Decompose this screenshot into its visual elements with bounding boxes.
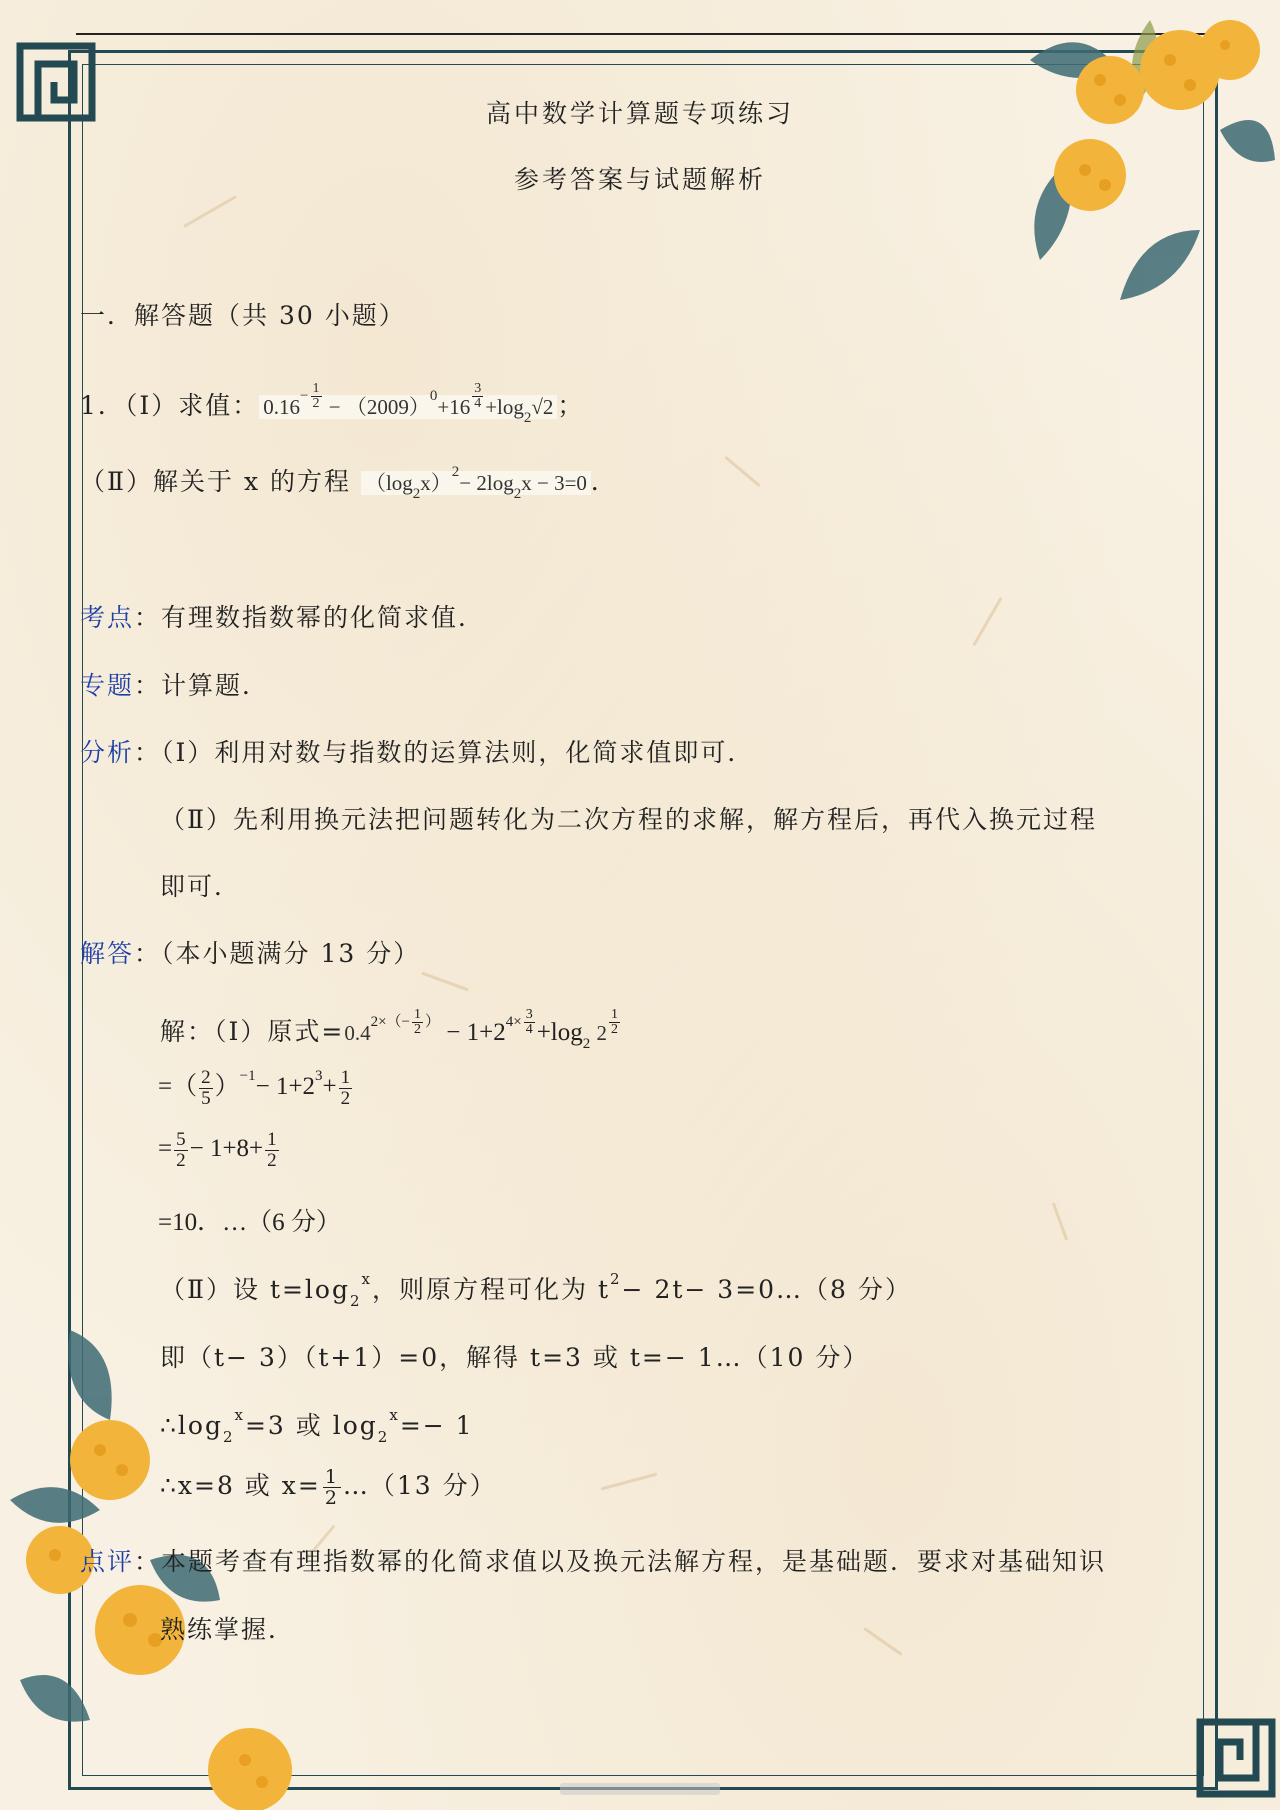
frac-num: 3 bbox=[525, 1007, 533, 1023]
question-1-prefix: 1．（Ⅰ）求值： bbox=[80, 391, 260, 420]
question-2-prefix: （Ⅱ）解关于 x 的方程 bbox=[80, 467, 351, 496]
sol-log-base: 2 bbox=[582, 1036, 591, 1052]
solution-line-7 bbox=[160, 1406, 474, 1446]
frac-num: 1 bbox=[324, 1466, 339, 1488]
frac-den: 2 bbox=[312, 396, 320, 412]
jieda-text: ：（本小题满分 13 分） bbox=[134, 939, 421, 968]
kaodian-text: ：有理数指数幂的化简求值． bbox=[134, 603, 486, 632]
solution-line-6: 即（t− 3）（t+1）=0，解得 t=3 或 t=− 1…（10 分） bbox=[160, 1343, 870, 1372]
sol-exp2-text: 4× bbox=[505, 1014, 522, 1030]
sol2-close: ） bbox=[214, 1073, 240, 1100]
solution-line-1 bbox=[160, 1007, 622, 1052]
sol-exponent bbox=[370, 1007, 441, 1038]
expr-year: （2009） bbox=[345, 395, 430, 419]
sol3-frac bbox=[174, 1130, 188, 1171]
page-title: 高中数学计算题专项练习 bbox=[485, 99, 794, 128]
sol2-plus: + bbox=[322, 1073, 337, 1100]
solution-1-expression bbox=[344, 1007, 622, 1052]
sol5-sub: 2 bbox=[349, 1292, 362, 1310]
review-text-2: 熟练掌握． bbox=[160, 1615, 296, 1644]
solution-line-3 bbox=[158, 1130, 281, 1171]
watermark-bar bbox=[560, 1783, 720, 1795]
expr-exponent: − 1 2 bbox=[300, 381, 320, 412]
expr-sixteen: +16 bbox=[437, 395, 471, 419]
review-label: 点评 bbox=[80, 1547, 135, 1576]
question-1-part-2 bbox=[80, 462, 618, 502]
frac-num: 2 bbox=[201, 1066, 211, 1088]
frac-num: 1 bbox=[267, 1129, 277, 1150]
corner-ornament-bottom-right bbox=[1190, 1712, 1280, 1802]
expr-minus: − bbox=[328, 395, 341, 419]
fenxi-text-2: （Ⅱ）先利用换元法把问题转化为二次方程的求解，解方程后，再代入换元过程 bbox=[160, 805, 1097, 834]
frac-den: 4 bbox=[525, 1022, 533, 1038]
sol5-f: − 2t− 3=0…（8 分） bbox=[621, 1275, 912, 1304]
sol2-cube: 3 bbox=[315, 1068, 323, 1084]
sol-mid: − 1+2 bbox=[440, 1019, 506, 1046]
review-row bbox=[80, 1542, 1106, 1578]
zhuanti-text: ：计算题． bbox=[134, 671, 270, 700]
zhuanti-row bbox=[80, 666, 269, 702]
fenxi-text-1: ：（Ⅰ）利用对数与指数的运算法则，化简求值即可． bbox=[134, 738, 755, 767]
sol2-mid: − 1+2 bbox=[255, 1073, 316, 1100]
sol8-a: ∴x=8 或 x= bbox=[160, 1471, 321, 1500]
frac-den: 4 bbox=[474, 396, 482, 412]
frac-num: 1 bbox=[414, 1007, 421, 1023]
sol2-exp: −1 bbox=[239, 1068, 256, 1084]
question-1-part-1 bbox=[80, 381, 585, 426]
frac-num: 1 bbox=[340, 1066, 351, 1088]
question-1-expression bbox=[259, 381, 557, 426]
sol3-mid: − 1+8+ bbox=[189, 1135, 264, 1163]
review-text-1: ：本题考查有理指数幂的化简求值以及换元法解方程，是基础题．要求对基础知识 bbox=[134, 1547, 1107, 1576]
solution-line-8 bbox=[160, 1466, 497, 1508]
expr-zero-exp: 0 bbox=[429, 388, 438, 404]
sol3-eq: = bbox=[158, 1135, 173, 1163]
page-subtitle: 参考答案与试题解析 bbox=[513, 165, 766, 194]
sol8-b: …（13 分） bbox=[342, 1471, 497, 1500]
section-heading: 一．解答题（共 30 小题） bbox=[80, 301, 406, 330]
sol5-d: ，则原方程可化为 t bbox=[372, 1275, 610, 1304]
solution-line-4: =10．…（6 分） bbox=[158, 1209, 341, 1236]
question-2-suffix: ． bbox=[590, 467, 618, 496]
fenxi-row bbox=[80, 733, 754, 769]
sol7-g: =− 1 bbox=[399, 1411, 474, 1440]
expr-tail: x − 3=0 bbox=[521, 471, 587, 495]
frac-den: 5 bbox=[201, 1087, 211, 1109]
expr-minus-2log: − 2log bbox=[459, 471, 514, 495]
zhuanti-label: 专题 bbox=[80, 671, 135, 700]
sol-log: +log bbox=[536, 1019, 583, 1046]
frac-num: 5 bbox=[176, 1129, 186, 1150]
frac-num: 3 bbox=[474, 381, 482, 397]
frac-den: 2 bbox=[176, 1150, 186, 1171]
expr-log-base: 2 bbox=[412, 486, 421, 502]
solution-1-prefix: 解：（Ⅰ）原式= bbox=[160, 1017, 345, 1046]
frac-num: 1 bbox=[610, 1007, 618, 1023]
sol2-frac-half bbox=[339, 1068, 353, 1109]
sol-last-exp bbox=[607, 1007, 622, 1038]
jieda-row bbox=[80, 934, 420, 970]
frac-den: 2 bbox=[324, 1487, 339, 1509]
expr-log-base-2: 2 bbox=[513, 486, 522, 502]
sol-exp-close: ） bbox=[425, 1014, 441, 1030]
frac-den: 2 bbox=[267, 1150, 277, 1171]
expr-three-quarter-exp bbox=[470, 381, 485, 412]
expr-log-base: 2 bbox=[523, 410, 532, 426]
sol7-sub2: 2 bbox=[377, 1428, 390, 1446]
sol-last-base: 2 bbox=[596, 1021, 607, 1045]
expr-log: +log bbox=[485, 395, 524, 419]
sol8-frac bbox=[323, 1467, 341, 1508]
expr-base: 0.16 bbox=[263, 395, 301, 419]
jieda-label: 解答 bbox=[80, 939, 135, 968]
sol-exp2 bbox=[505, 1007, 537, 1038]
fenxi-text-3: 即可． bbox=[160, 872, 242, 901]
sol2-frac bbox=[199, 1068, 213, 1109]
sol7-sub: 2 bbox=[222, 1428, 235, 1446]
sol5-sup: x bbox=[361, 1270, 372, 1288]
expr-open-log: （log bbox=[364, 471, 413, 495]
sol5-square: 2 bbox=[610, 1270, 622, 1288]
sol-base: 0.4 bbox=[344, 1021, 371, 1045]
question-2-expression bbox=[361, 464, 591, 502]
sol7-d: =3 或 log bbox=[244, 1411, 378, 1440]
frac-den: 2 bbox=[414, 1022, 421, 1038]
question-1-suffix: ； bbox=[557, 391, 585, 420]
sol5-a: （Ⅱ）设 t=log bbox=[160, 1275, 350, 1304]
solution-line-2 bbox=[158, 1066, 354, 1109]
sol2-open: =（ bbox=[158, 1073, 198, 1100]
expr-sqrt-two: √2 bbox=[531, 395, 554, 419]
sol7-sup: x bbox=[234, 1406, 245, 1424]
sol3-frac-half bbox=[265, 1130, 279, 1171]
sol7-sup2: x bbox=[389, 1406, 400, 1424]
sol-exp-text: 2×（− bbox=[370, 1014, 410, 1030]
solution-line-5 bbox=[160, 1270, 912, 1310]
frac-num: 1 bbox=[312, 381, 320, 397]
frac-den: 2 bbox=[340, 1087, 351, 1109]
fenxi-label: 分析 bbox=[80, 738, 135, 767]
kaodian-label: 考点 bbox=[80, 603, 135, 632]
frac-den: 2 bbox=[610, 1022, 618, 1038]
expr-x-close: x） bbox=[420, 471, 452, 495]
sol7-a: ∴log bbox=[160, 1411, 223, 1440]
expr-square: 2 bbox=[451, 464, 460, 480]
kaodian-row bbox=[80, 598, 485, 634]
